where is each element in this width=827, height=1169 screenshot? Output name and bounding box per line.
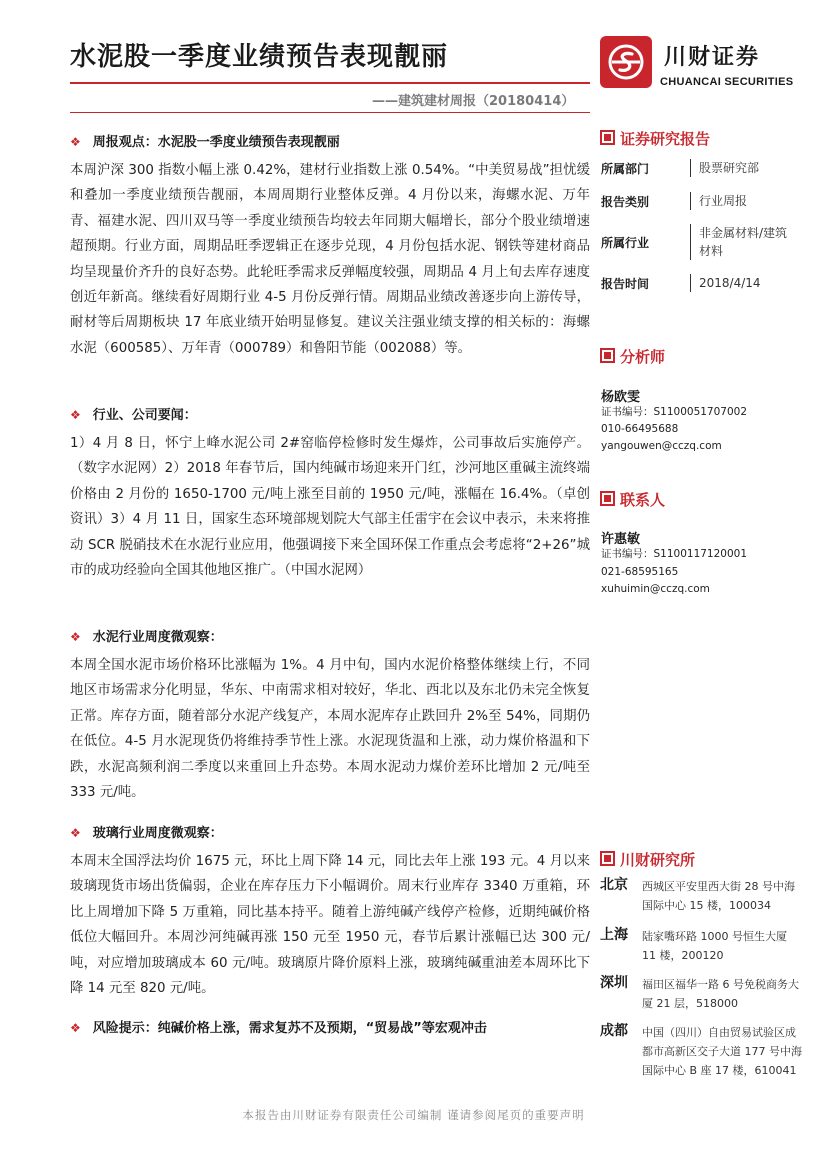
info-label-industry: 所属行业: [601, 236, 650, 250]
office-city-shanghai: 上海: [600, 927, 628, 943]
diamond-bullet-icon: ❖: [70, 1021, 81, 1035]
section-heading-cement: ❖ 水泥行业周度微观察：: [70, 630, 223, 645]
office-address-chengdu: 中国（四川）自由贸易试验区成都市高新区交子大道 177 号中海国际中心 B 座 17 楼，610041: [642, 1026, 802, 1077]
diamond-bullet-icon: ❖: [70, 826, 81, 840]
diamond-bullet-icon: ❖: [70, 630, 81, 644]
office-address-shenzhen: 福田区福华一路 6 号免税商务大厦 21 层，518000: [642, 978, 799, 1010]
square-bullet-icon: [600, 348, 615, 363]
contact-name: 许惠敏: [601, 532, 641, 547]
section-body-view: 本周沪深 300 指数小幅上涨 0.42%，建材行业指数上涨 0.54%。“中美贸易战”担忧缓和叠加一季度业绩预告靓丽，本周周期行业整体反弹。4 月份以来，海螺水泥、万年青、福建水泥、四川双马等一季度业绩预告均较去年同期大幅增长，部分个股业绩增速超预期。行业方面，周期品旺季逻辑正在逐步兑现，4 月份包括水泥、钢铁等建材商品均呈现量价齐升的良好态势。此轮旺季需求反弹幅度较强，周期品 4 月上旬去库存速度创近年新高。继续看好周期行业 4-5 月份反弹行情。周期品业绩改善逐步向上游传导，耐材等后周期板块 17 年底业绩开始明显修复。建议关注强业绩支撑的相关标的：海螺水泥（600585）、万年青（000789）和鲁阳节能（002088）等。: [70, 163, 590, 356]
square-bullet-icon: [600, 130, 615, 145]
contact-cert: 证书编号：S1100117120001: [601, 548, 748, 560]
page-title: 水泥股一季度业绩预告表现靓丽: [70, 42, 449, 72]
sidebar-heading-contact: 联系人: [600, 489, 665, 510]
header-divider-bottom: [70, 112, 590, 113]
section-heading-view: ❖ 周报观点：水泥股一季度业绩预告表现靓丽: [70, 135, 340, 150]
info-label-category: 报告类别: [601, 195, 650, 209]
company-logo-icon: [600, 36, 652, 88]
info-label-department: 所属部门: [601, 162, 650, 176]
square-bullet-icon: [600, 851, 615, 866]
section-heading-risk: ❖ 风险提示：纯碱价格上涨，需求复苏不及预期，“贸易战”等宏观冲击: [70, 1021, 487, 1036]
office-address-shanghai: 陆家嘴环路 1000 号恒生大厦 11 楼，200120: [642, 930, 787, 962]
diamond-bullet-icon: ❖: [70, 408, 81, 422]
square-bullet-icon: [600, 491, 615, 506]
section-heading-news: ❖ 行业、公司要闻：: [70, 408, 197, 423]
info-value-industry: 非金属材料/建筑材料: [690, 224, 799, 260]
header-divider: [70, 82, 590, 84]
company-name-en: CHUANCAI SECURITIES: [660, 76, 794, 88]
office-address-beijing: 西城区平安里西大街 28 号中海国际中心 15 楼，100034: [642, 880, 795, 912]
section-heading-glass: ❖ 玻璃行业周度微观察：: [70, 826, 223, 841]
analyst-name: 杨欧雯: [601, 390, 641, 405]
office-city-beijing: 北京: [600, 877, 628, 893]
report-subtitle: ——建筑建材周报（20180414）: [372, 94, 575, 109]
section-body-news: 1）4 月 8 日，怀宁上峰水泥公司 2#窑临停检修时发生爆炸，公司事故后实施停产。（数字水泥网）2）2018 年春节后，国内纯碱市场迎来开门红，沙河地区重碱主流终端价格由 2 月份的 1650-1700 元/吨上涨至目前的 1950 元/吨，涨幅在 16.4%。（卓创资讯）3）4 月 11 日，国家生态环境部规划院大气部主任雷宇在会议中表示，未来将推动 SCR 脱硝技术在水泥行业应用，他强调接下来全国环保工作重点会考虑将“2+26”城市的成功经验向全国其他地区推广。（中国水泥网）: [70, 436, 590, 579]
company-name-cn: 川财证券: [664, 45, 761, 70]
info-value-category: 行业周报: [690, 192, 799, 210]
sidebar-heading-analyst: 分析师: [600, 346, 665, 367]
analyst-cert: 证书编号：S1100051707002: [601, 406, 748, 418]
section-body-glass: 本周末全国浮法均价 1675 元，环比上周下降 14 元，同比去年上涨 193 元。4 月以来玻璃现货市场出货偏弱，企业在库存压力下小幅调价。周末行业库存 3340 万重箱，环比上周增加下降 5 万重箱，同比基本持平。随着上游纯碱产线停产检修，近期纯碱价格低位大幅回升。本周沙河纯碱再涨 150 元至 1950 元，春节后累计涨幅已达 300 元/吨，对应增加玻璃成本 60 元/吨。玻璃原片降价原料上涨，玻璃纯碱重油差本周环比下降 14 元至 820 元/吨。: [70, 854, 590, 997]
info-value-department: 股票研究部: [690, 159, 799, 177]
info-value-date: 2018/4/14: [690, 274, 799, 292]
contact-email[interactable]: xuhuimin@cczq.com: [601, 583, 710, 595]
footer-disclaimer: 本报告由川财证券有限责任公司编制 谨请参阅尾页的重要声明: [242, 1108, 585, 1122]
section-body-cement: 本周全国水泥市场价格环比涨幅为 1%。4 月中旬，国内水泥价格整体继续上行，不同地区市场需求分化明显，华东、中南需求相对较好，华北、西北以及东北仍未完全恢复正常。库存方面，随着部分水泥产线复产，本周水泥库存止跌回升 2%至 54%，同期仍在低位。4-5 月水泥现货仍将维持季节性上涨。水泥现货温和上涨，动力煤价格温和下跌，水泥高频利润二季度以来重回上升态势。本周水泥动力煤价差环比增加 2 元/吨至 333 元/吨。: [70, 658, 590, 801]
info-label-date: 报告时间: [601, 277, 650, 291]
office-city-shenzhen: 深圳: [600, 975, 628, 991]
sidebar-heading-report: 证券研究报告: [600, 128, 710, 149]
contact-phone: 021-68595165: [601, 566, 679, 578]
analyst-email[interactable]: yangouwen@cczq.com: [601, 440, 722, 452]
sidebar-heading-institute: 川财研究所: [600, 849, 695, 870]
office-city-chengdu: 成都: [600, 1023, 628, 1039]
analyst-phone: 010-66495688: [601, 423, 679, 435]
diamond-bullet-icon: ❖: [70, 135, 81, 149]
